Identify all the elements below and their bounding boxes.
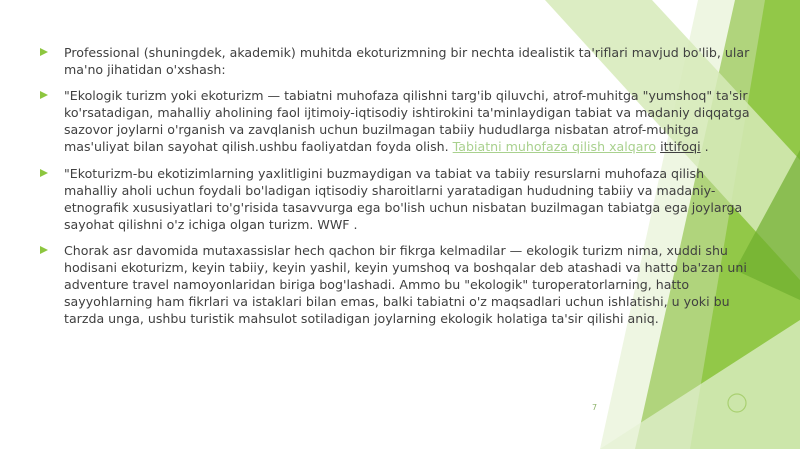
bullet-arrow-icon xyxy=(40,169,48,177)
bullet-text: "Ekologik turizm yoki ekoturizm — tabiatni muhofaza qilishni targ'ib qiluvchi, atrof-muhitga "yumshoq" ta'sir ko'rsatadigan, mahalliy aholining faol ijtimoiy-iqtisodiy ishtirokini ta'minlaydigan tabiat va madaniy diqqatga sazovor joylarni o'rganish va zavqlanish uchun buzilmagan tabiiy hududlarga nisbatan atrof-muhitga mas'uliyat bilan sayohat qilish.ushbu faoliyatdan foyda olish. xyxy=(64,88,750,155)
bullet-item xyxy=(40,87,760,155)
bullet-text: "Ekoturizm-bu ekotizimlarning yaxlitligini buzmaydigan va tabiat va tabiiy resurslarni muhofaza qilish mahalliy aholi uchun foydali bo'ladigan iqtisodiy sharoitlarni yaratadigan hududning tabiiy va madaniy-etnografik xususiyatlari to'g'risida tasavvurga ega bo'lish uchun nisbatan buzilmagan tabiatga ega joylarga sayohat qilishni o'z ichiga olgan turizm. WWF . xyxy=(64,165,743,232)
bullet-text: Professional (shuningdek, akademik) muhitda ekoturizmning bir nechta idealistik ta'riflari mavjud bo'lib, ular ma'no jihatidan o'xshash: xyxy=(64,45,750,78)
content-area xyxy=(40,44,760,336)
ittifoqi-link[interactable]: ittifoqi xyxy=(660,139,701,155)
bullet-item xyxy=(40,242,760,327)
bullet-text: Chorak asr davomida mutaxassislar hech qachon bir fikrga kelmadilar — ekologik turizm nima, xuddi shu hodisani ekoturizm, keyin tabiiy, keyin yashil, keyin yumshoq va boshqalar deb atashadi va hatto ba'zan uni adventure travel namoyonlaridan biriga bog'lashadi. Ammo bu "ekologik" turoperatorlarning, hatto sayyohlarning ham fikrlari va istaklari bilan emas, balki tabiatni o'z maqsadlari uchun ishlatishi, u yoki bu tarzda unga, ushbu turistik mahsulot sotiladigan joylarning ekologik holatiga ta'sir qilishi aniq. xyxy=(64,242,747,327)
bullet-arrow-icon xyxy=(40,91,48,99)
bullet-item xyxy=(40,44,760,78)
bullet-item xyxy=(40,165,760,233)
page-number: 7 xyxy=(592,403,598,412)
bullet-arrow-icon xyxy=(40,48,48,56)
bullet-arrow-icon xyxy=(40,246,48,254)
iucn-link[interactable]: Tabiatni muhofaza qilish xalqaro xyxy=(452,139,657,155)
bullet-tail: . xyxy=(700,139,709,155)
